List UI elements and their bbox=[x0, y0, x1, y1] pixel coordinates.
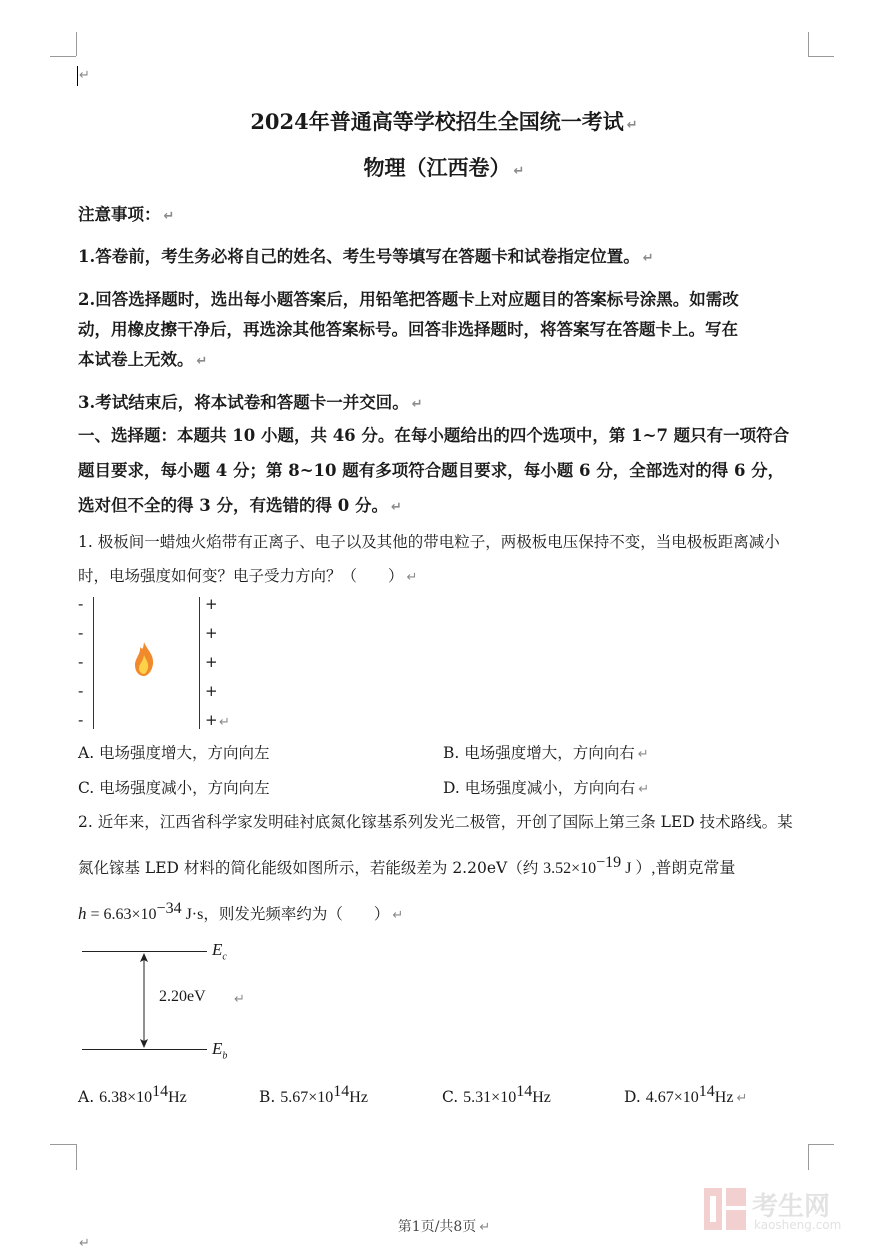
section1-line-1: 一、选择题：本题共 10 小题，共 46 分。在每小题给出的四个选项中，第 1~7 题只有一项符合 bbox=[78, 426, 790, 445]
negative-sign: - bbox=[78, 711, 84, 729]
paragraph-mark: ↵ bbox=[219, 715, 230, 730]
exam-subtitle: 物理（江西卷） ↵ bbox=[363, 155, 525, 180]
q2-line-3: $h = 6.63\times 10^{-34}$ J·s，则发光频率约为（ ） ↵ bbox=[78, 900, 404, 923]
positive-sign: + bbox=[205, 624, 218, 642]
q2-option-c: C. $5.31\times 10^{14}Hz$ bbox=[442, 1083, 551, 1106]
notice-item-3: 3.考试结束后，将本试卷和答题卡一并交回。 ↵ bbox=[78, 393, 423, 412]
q1-line-1: 1. 极板间一蜡烛火焰带有正离子、电子以及其他的带电粒子，两极板电压保持不变，当电极板距离减小 bbox=[78, 533, 780, 551]
q2-line-1: 2. 近年来，江西省科学家发明硅衬底氮化镓基系列发光二极管，开创了国际上第三条 LED 技术路线。某 bbox=[78, 813, 793, 831]
positive-sign: + bbox=[205, 653, 218, 671]
watermark-logo-icon bbox=[702, 1186, 748, 1232]
level-label-eb: $E_b$ bbox=[212, 1039, 228, 1062]
notice-item-2-line-2: 动，用橡皮擦干净后，再选涂其他答案标号。回答非选择题时，将答案写在答题卡上。写在 bbox=[78, 320, 738, 339]
paragraph-mark-top: ↵ bbox=[79, 68, 90, 83]
crop-mark-top-left bbox=[50, 56, 76, 57]
negative-sign: - bbox=[78, 624, 84, 642]
watermark-url: kaosheng.com bbox=[754, 1218, 842, 1232]
q1-option-d: D. 电场强度减小，方向向右 ↵ bbox=[443, 779, 650, 797]
positive-sign: + bbox=[205, 682, 218, 700]
energy-level-eb bbox=[82, 1049, 207, 1050]
negative-sign: - bbox=[78, 682, 84, 700]
notice-heading: 注意事项： ↵ bbox=[78, 205, 175, 224]
text-cursor bbox=[77, 66, 78, 86]
notice-item-2-line-1: 2.回答选择题时，选出每小题答案后，用铅笔把答题卡上对应题目的答案标号涂黑。如需改 bbox=[78, 290, 739, 309]
capacitor-right-plate bbox=[199, 597, 200, 729]
energy-gap-label: 2.20eV bbox=[159, 988, 206, 1005]
level-label-ec: $E_c$ bbox=[212, 940, 227, 963]
q2-option-d: D. $4.67\times 10^{14}Hz$ ↵ bbox=[624, 1083, 748, 1106]
q1-line-2: 时，电场强度如何变？电子受力方向？（ ） ↵ bbox=[78, 567, 418, 585]
watermark-name: 考生网 bbox=[752, 1192, 831, 1222]
q2-line-2: 氮化镓基 LED 材料的简化能级如图所示，若能级差为 2.20eV（约 $3.52\times 10^{-19}$ J ）,普朗克常量 bbox=[78, 854, 736, 877]
exam-title: 2024年普通高等学校招生全国统一考试 ↵ bbox=[250, 109, 638, 134]
crop-mark-bottom-right bbox=[808, 1144, 834, 1145]
notice-item-2-line-3: 本试卷上无效。 ↵ bbox=[78, 350, 208, 369]
crop-mark-top-left-v bbox=[76, 32, 77, 56]
q2-option-b: B. $5.67\times 10^{14}Hz$ bbox=[259, 1083, 368, 1106]
capacitor-left-plate bbox=[93, 597, 94, 729]
paragraph-mark: ↵ bbox=[234, 992, 245, 1007]
crop-mark-top-right bbox=[808, 56, 834, 57]
positive-sign: + bbox=[205, 595, 218, 613]
q1-option-c: C. 电场强度减小，方向向左 bbox=[78, 779, 270, 797]
crop-mark-bottom-left bbox=[50, 1144, 76, 1145]
page-number: 第1页/共8页 ↵ bbox=[397, 1219, 491, 1235]
crop-mark-bottom-left-v bbox=[76, 1144, 77, 1170]
negative-sign: - bbox=[78, 653, 84, 671]
notice-item-1: 1.答卷前，考生务必将自己的姓名、考生号等填写在答题卡和试卷指定位置。 ↵ bbox=[78, 247, 654, 266]
paragraph-mark-bottom: ↵ bbox=[79, 1236, 90, 1251]
q1-option-a: A. 电场强度增大，方向向左 bbox=[78, 744, 270, 762]
crop-mark-top-right-v bbox=[808, 32, 809, 56]
positive-sign: + bbox=[205, 711, 218, 729]
q1-option-b: B. 电场强度增大，方向向右 ↵ bbox=[443, 744, 649, 762]
negative-sign: - bbox=[78, 595, 84, 613]
double-arrow-icon bbox=[137, 952, 151, 1049]
crop-mark-bottom-right-v bbox=[808, 1144, 809, 1170]
q2-option-a: A. $6.38\times 10^{14}Hz$ bbox=[78, 1083, 187, 1106]
flame-icon bbox=[133, 641, 155, 677]
section1-line-2: 题目要求，每小题 4 分；第 8~10 题有多项符合题目要求，每小题 6 分，全部选对的得 6 分， bbox=[78, 461, 785, 480]
section1-line-3: 选对但不全的得 3 分，有选错的得 0 分。 ↵ bbox=[78, 496, 402, 515]
